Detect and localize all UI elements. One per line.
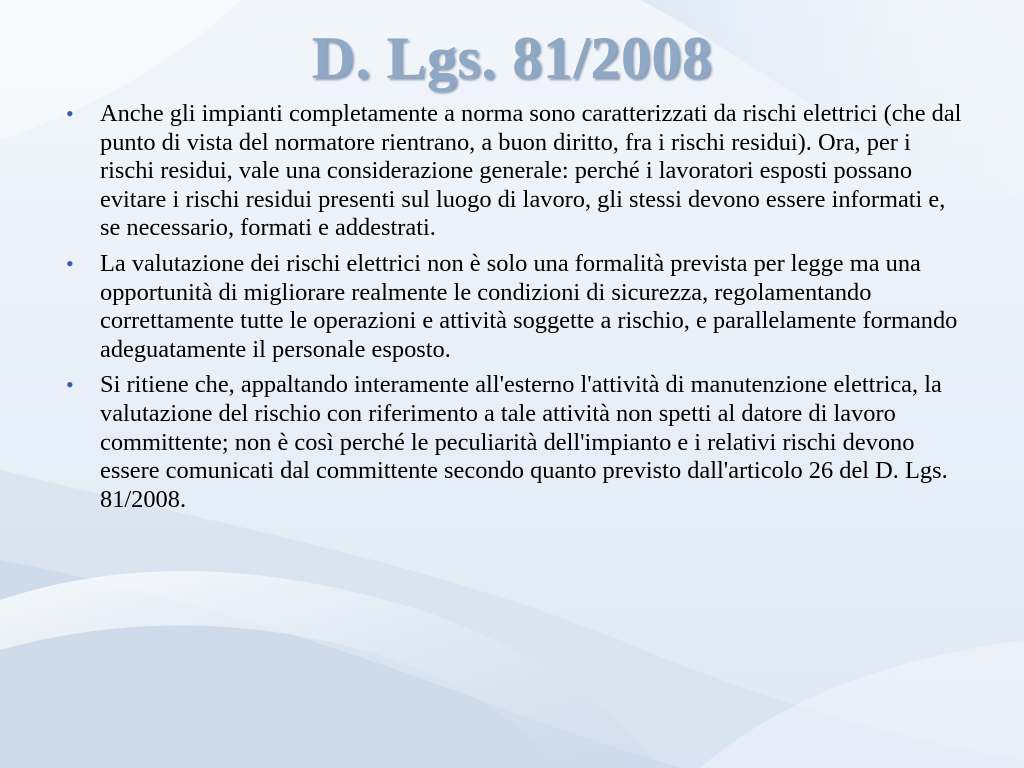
bullet-text: La valutazione dei rischi elettrici non è solo una formalità prevista per legge ma una opportunità di migliorare realmente le condizioni di sicurezza, regolamentando correttamente tutte le operazioni e attività soggette a rischio, e parallelamente formando adeguatamente il personale esposto.	[100, 249, 958, 363]
bullet-dot-icon: •	[66, 250, 74, 276]
bullet-item	[58, 250, 970, 364]
slide-title: D. Lgs. 81/2008	[311, 25, 713, 91]
bullet-dot-icon: •	[66, 372, 74, 398]
bullet-text: Anche gli impianti completamente a norma sono caratterizzati da rischi elettrici (che dal punto di vista del normatore rientrano, a buon diritto, fra i rischi residui). Ora, per i rischi residui, vale una considerazione generale: perché i lavoratori esposti possano evitare i rischi residui presenti sul luogo di lavoro, gli stessi devono essere informati e, se necessario, formati e addestrati.	[100, 100, 962, 242]
bullet-dot-icon: •	[66, 101, 74, 126]
bullet-item	[58, 100, 970, 243]
bullet-item	[58, 371, 970, 514]
bullet-list	[58, 100, 970, 521]
bullet-text: Si ritiene che, appaltando interamente all'esterno l'attività di manutenzione elettrica, la valutazione del rischio con riferimento a tale attività non spetti al datore di lavoro committente; non è così perché le peculiarità dell'impianto e i relativi rischi devono essere comunicati dal committente secondo quanto previsto dall'articolo 26 del D. Lgs. 81/2008.	[100, 371, 948, 513]
